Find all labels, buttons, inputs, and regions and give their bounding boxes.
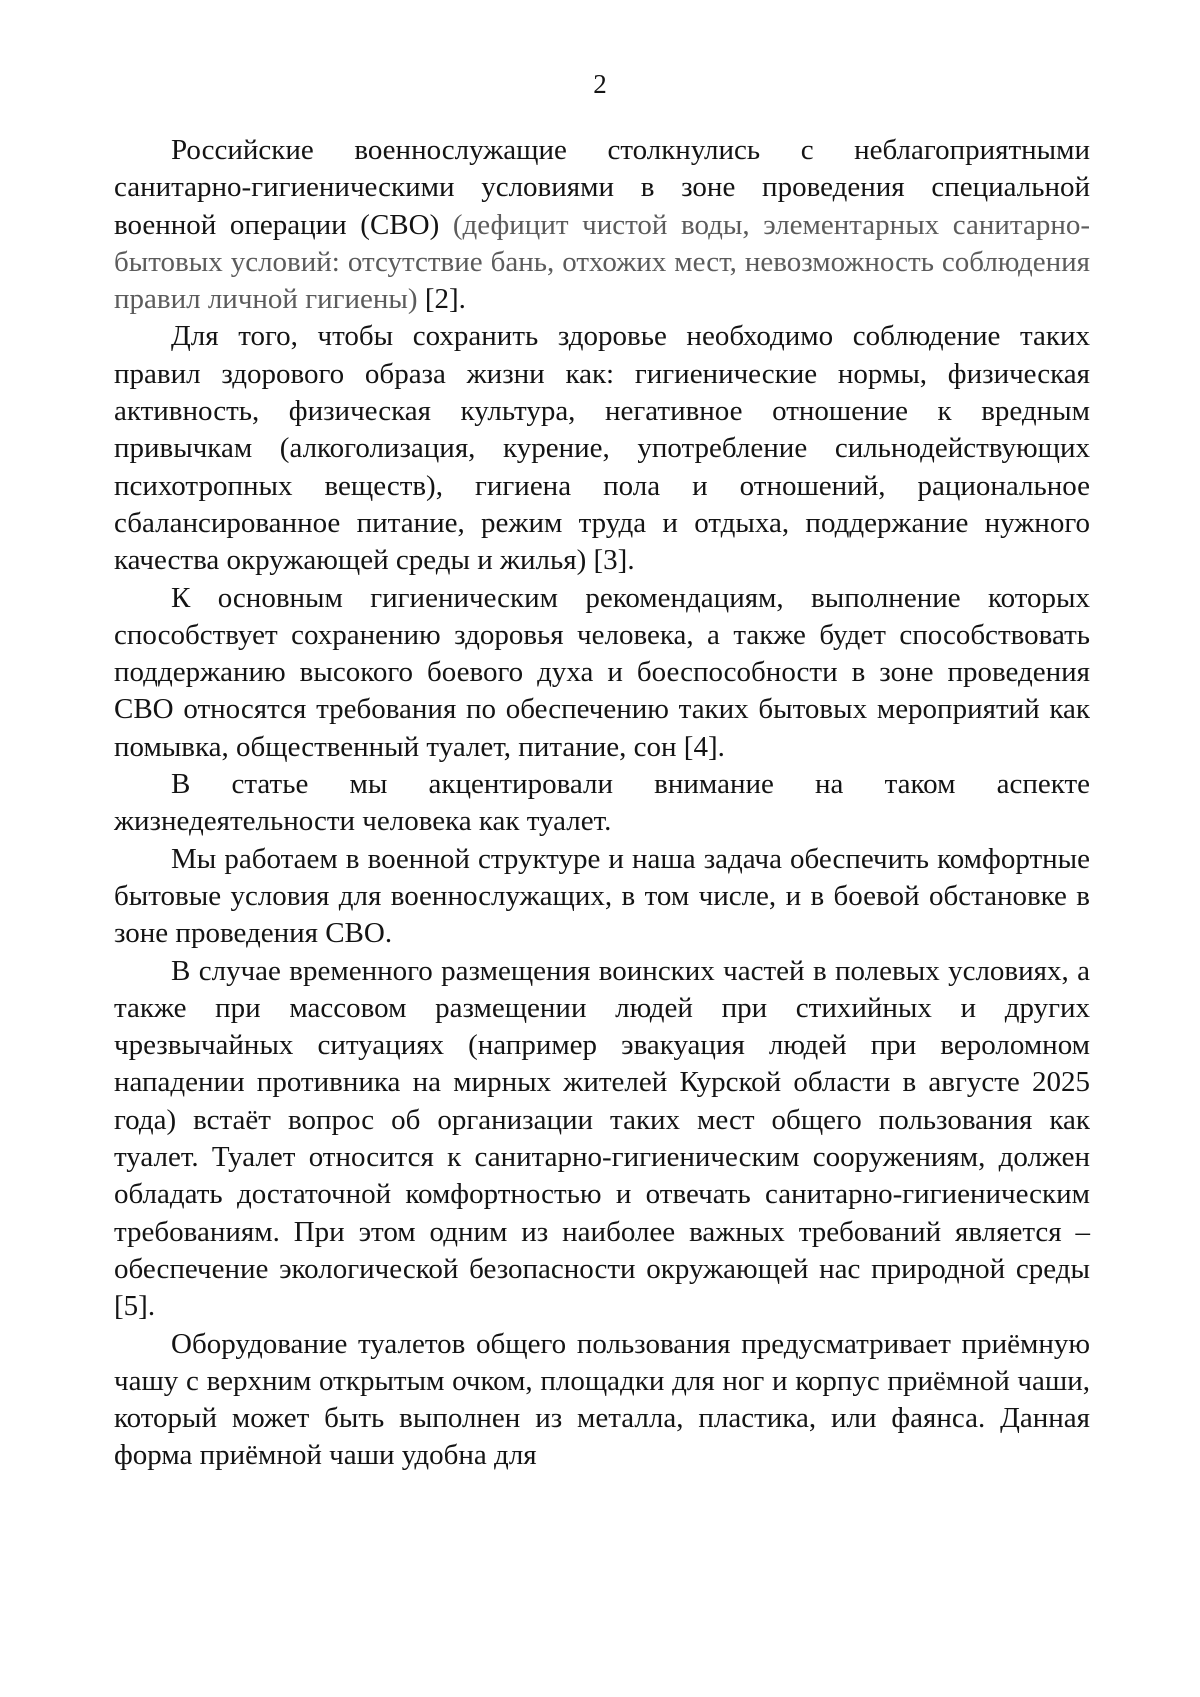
paragraph-2: Для того, чтобы сохранить здоровье необходимо соблюдение таких правил здорового образа жизни как: гигиенические нормы, физическая активность, физическая культура, негативное отношение к вредным привычкам (алкоголизация, курение, употребление сильнодействующих психотропных веществ), гигиена пола и отношений, рациональное сбалансированное питание, режим труда и отдыха, поддержание нужного качества окружающей среды и жилья) [3]. — [114, 320, 1090, 577]
paragraph-1 — [114, 132, 1090, 318]
paragraph-5: Мы работаем в военной структуре и наша задача обеспечить комфортные бытовые условия для военнослужащих, в том числе, и в боевой обстановке в зоне проведения СВО. — [114, 842, 1090, 950]
paragraph-3: К основным гигиеническим рекомендациям, выполнение которых способствует сохранению здоровья человека, а также будет способствовать поддержанию высокого боевого духа и боеспособности в зоне проведения СВО относятся требования по обеспечению таких бытовых мероприятий как помывка, общественный туалет, питание, сон [4]. — [114, 581, 1090, 763]
paragraph-4: В статье мы акцентировали внимание на таком аспекте жизнедеятельности человека как туалет. — [114, 768, 1090, 838]
paragraph-1-citation: [2]. — [417, 283, 466, 316]
document-body — [114, 132, 1090, 1475]
paragraph-1-main: Российские военнослужащие столкнулись с неблагоприятными санитарно-гигиеническими условиями в зоне проведения специальной военной операции (СВО) — [114, 134, 1090, 241]
paragraph-1-highlighted-text: (дефицит чистой воды, элементарных санитарно-бытовых условий: отсутствие бань, отхожих мест, невозможность соблюдения правил личной гигиены) — [114, 208, 1090, 316]
paragraph-6: В случае временного размещения воинских частей в полевых условиях, а также при массовом размещении людей при стихийных и других чрезвычайных ситуациях (например эвакуация людей при вероломном нападении противника на мирных жителей Курской области в августе 2025 года) встаёт вопрос об организации таких мест общего пользования как туалет. Туалет относится к санитарно-гигиеническим сооружениям, должен обладать достаточной комфортностью и отвечать санитарно-гигиеническим требованиям. При этом одним из наиболее важных требований является – обеспечение экологической безопасности окружающей нас природной среды [5]. — [114, 954, 1090, 1323]
page-number: 2 — [593, 69, 607, 99]
paragraph-7: Оборудование туалетов общего пользования предусматривает приёмную чашу с верхним открытым очком, площадки для ног и корпус приёмной чаши, который может быть выполнен из металла, пластика, или фаянса. Данная форма приёмной чаши удобна для — [114, 1327, 1090, 1472]
